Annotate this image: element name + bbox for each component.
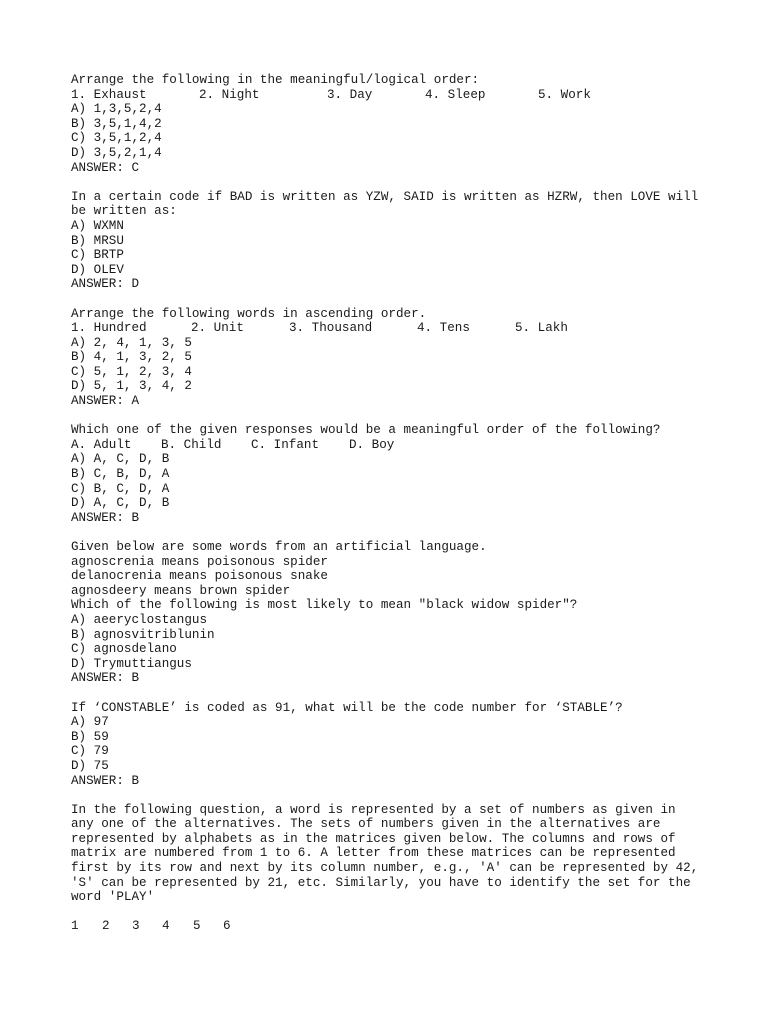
question-stem: Which one of the given responses would be a meaningful order of the following? — [71, 423, 661, 438]
list-item: 2. Unit — [191, 321, 244, 336]
answer: ANSWER: B — [71, 510, 140, 525]
option: B) 3,5,1,4,2 — [71, 116, 162, 131]
list-item: 1. Exhaust — [71, 87, 147, 102]
question-stem: Arrange the following words in ascending order. — [71, 306, 427, 321]
column-number: 1 — [71, 919, 79, 934]
option: D) 3,5,2,1,4 — [71, 145, 162, 160]
question-stem: If ‘CONSTABLE’ is coded as 91, what will be the code number for ‘STABLE’? — [71, 700, 623, 715]
option: C) 5, 1, 2, 3, 4 — [71, 364, 192, 379]
question-stem: delanocrenia means poisonous snake — [71, 569, 328, 584]
option: A) A, C, D, B — [71, 452, 170, 467]
list-item: D. Boy — [349, 437, 395, 452]
option: B) C, B, D, A — [71, 467, 170, 482]
option: A) WXMN — [71, 218, 124, 233]
question-stem: first by its row and next by its column number, e.g., 'A' can be represented by 42, — [71, 861, 699, 876]
item-list — [71, 88, 711, 103]
question-1 — [71, 73, 711, 175]
option: D) Trymuttiangus — [71, 656, 192, 671]
question-stem: In a certain code if BAD is written as YZW, SAID is written as HZRW, then LOVE will — [71, 189, 699, 204]
option: A) 1,3,5,2,4 — [71, 102, 162, 117]
option: A) 2, 4, 1, 3, 5 — [71, 335, 192, 350]
question-stem: Given below are some words from an artificial language. — [71, 540, 487, 554]
document-page — [71, 73, 711, 949]
column-number: 6 — [223, 919, 231, 934]
question-stem: 'S' can be represented by 21, etc. Similarly, you have to identify the set for the — [71, 875, 691, 890]
list-item: 5. Lakh — [515, 321, 568, 336]
question-stem: In the following question, a word is represented by a set of numbers as given in — [71, 802, 676, 817]
list-item: B. Child — [161, 437, 222, 452]
question-stem: Arrange the following in the meaningful/logical order: — [71, 73, 480, 87]
column-number: 3 — [132, 919, 140, 934]
option: C) 79 — [71, 744, 109, 759]
option: A) 97 — [71, 715, 109, 730]
option: B) 4, 1, 3, 2, 5 — [71, 350, 192, 365]
list-item: C. Infant — [251, 437, 320, 452]
question-stem: word 'PLAY' — [71, 890, 155, 905]
answer: ANSWER: C — [71, 160, 140, 175]
item-list — [71, 438, 711, 453]
option: D) 5, 1, 3, 4, 2 — [71, 379, 192, 394]
question-3 — [71, 307, 711, 409]
item-list — [71, 321, 711, 336]
question-stem: be written as: — [71, 204, 177, 219]
option: B) 59 — [71, 729, 109, 744]
column-number: 4 — [162, 919, 170, 934]
matrix-column-header — [71, 919, 711, 934]
list-item: 1. Hundred — [71, 321, 147, 336]
answer: ANSWER: B — [71, 671, 140, 686]
option: C) BRTP — [71, 248, 124, 263]
list-item: 3. Thousand — [289, 321, 373, 336]
question-5 — [71, 540, 711, 686]
list-item: A. Adult — [71, 437, 132, 452]
question-7 — [71, 803, 711, 934]
option: C) B, C, D, A — [71, 481, 170, 496]
question-stem: represented by alphabets as in the matrices given below. The columns and rows of — [71, 831, 676, 846]
question-stem: matrix are numbered from 1 to 6. A letter from these matrices can be represented — [71, 846, 676, 861]
column-number: 2 — [102, 919, 110, 934]
option: D) A, C, D, B — [71, 496, 170, 511]
option: B) agnosvitriblunin — [71, 627, 215, 642]
question-stem: any one of the alternatives. The sets of numbers given in the alternatives are — [71, 817, 661, 832]
question-stem: agnoscrenia means poisonous spider — [71, 554, 328, 569]
question-2 — [71, 190, 711, 292]
option: B) MRSU — [71, 233, 124, 248]
list-item: 2. Night — [199, 87, 260, 102]
question-4 — [71, 423, 711, 525]
option: C) agnosdelano — [71, 642, 177, 657]
question-stem: agnosdeery means brown spider — [71, 583, 291, 598]
list-item: 3. Day — [327, 87, 373, 102]
column-number: 5 — [193, 919, 201, 934]
list-item: 4. Sleep — [425, 87, 486, 102]
answer: ANSWER: B — [71, 773, 140, 788]
option: C) 3,5,1,2,4 — [71, 131, 162, 146]
option: D) OLEV — [71, 262, 124, 277]
question-6 — [71, 701, 711, 789]
question-stem: Which of the following is most likely to mean "black widow spider"? — [71, 598, 578, 613]
option: A) aeeryclostangus — [71, 612, 208, 627]
option: D) 75 — [71, 758, 109, 773]
answer: ANSWER: A — [71, 394, 140, 409]
answer: ANSWER: D — [71, 277, 140, 292]
list-item: 4. Tens — [417, 321, 470, 336]
list-item: 5. Work — [538, 87, 591, 102]
